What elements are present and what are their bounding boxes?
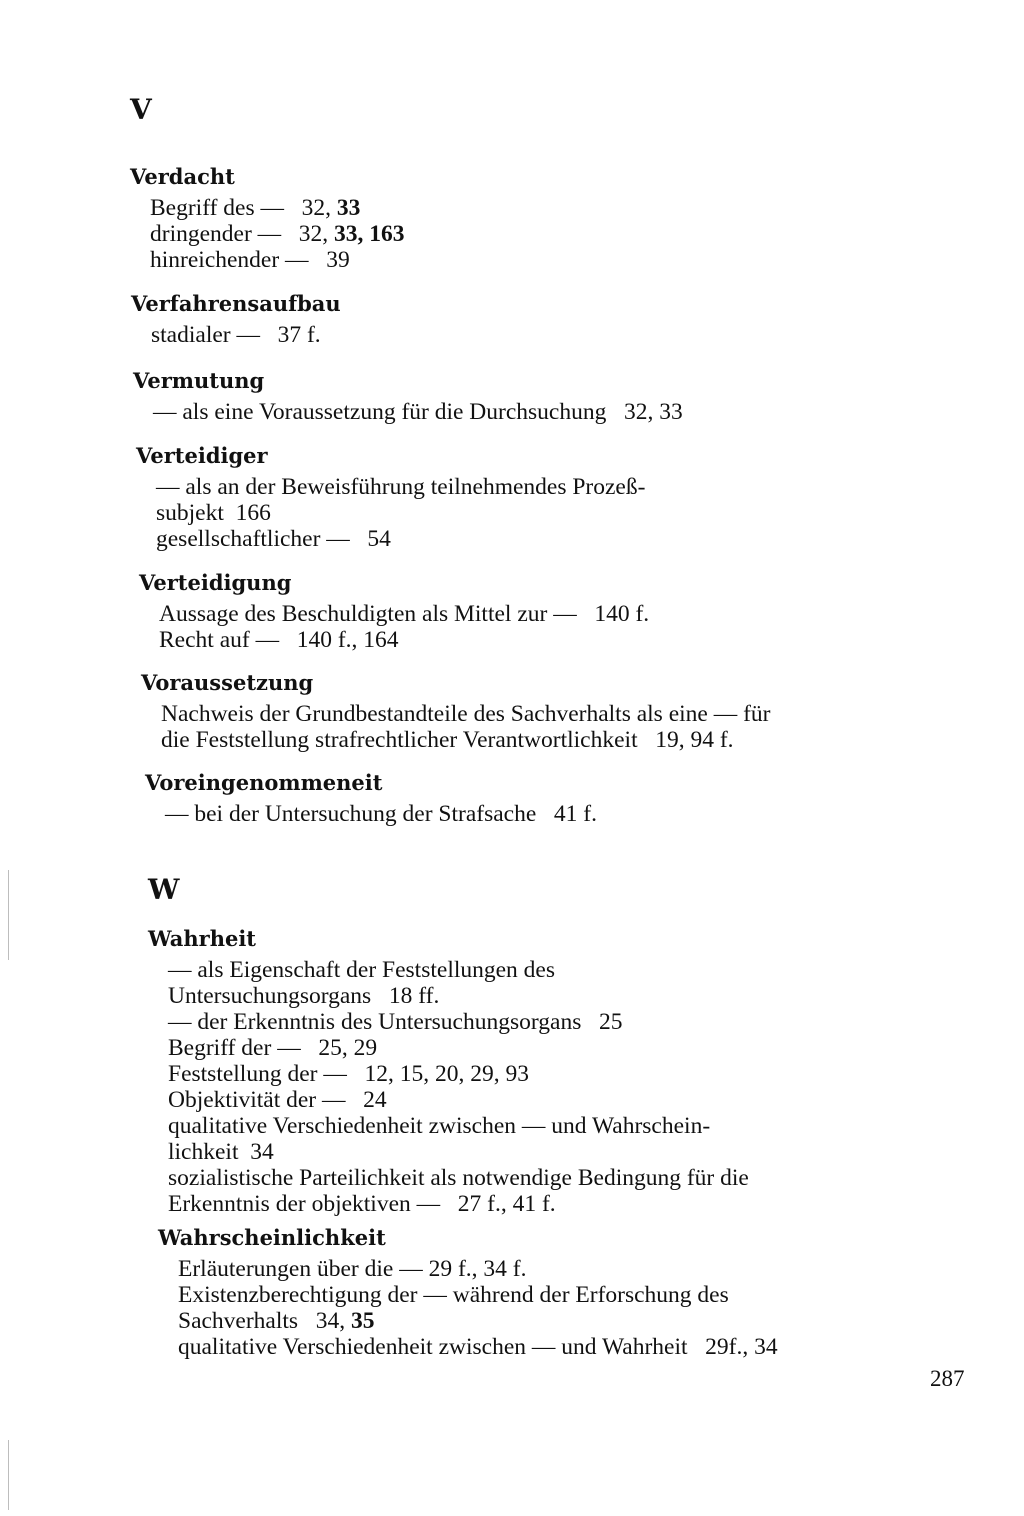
entry-subline: stadialer — 37 f. xyxy=(151,322,321,349)
entry-subline: Erkenntnis der objektiven — 27 f., 41 f. xyxy=(168,1191,556,1218)
entry-heading: Wahrscheinlichkeit xyxy=(158,1225,386,1250)
entry-subline: Sachverhalts 34, 35 xyxy=(178,1308,375,1335)
entry-subline: — als an der Beweisführung teilnehmendes Prozeß- xyxy=(156,474,646,501)
entry-heading: Verfahrensaufbau xyxy=(131,291,341,316)
index-entry-verteidigung xyxy=(139,570,899,653)
entry-heading: Wahrheit xyxy=(148,926,257,951)
entry-subline: Objektivität der — 24 xyxy=(168,1087,387,1114)
entry-subline: — als Eigenschaft der Feststellungen des xyxy=(168,957,556,984)
index-entry-wahrheit xyxy=(148,926,908,1217)
entry-heading: Voreingenommeneit xyxy=(145,770,383,795)
entry-subline: — als eine Voraussetzung für die Durchsuchung 32, 33 xyxy=(153,399,683,426)
entry-subline: Nachweis der Grundbestandteile des Sachverhalts als eine — für xyxy=(161,701,771,728)
index-entry-voreingenommeneit xyxy=(145,770,905,827)
entry-subline: qualitative Verschiedenheit zwischen — und Wahrschein- xyxy=(168,1113,711,1140)
section-letter-v: V xyxy=(130,93,152,126)
page-edge-shadow xyxy=(8,870,9,960)
entry-heading: Vermutung xyxy=(133,368,265,393)
entry-heading: Verteidigung xyxy=(139,570,292,595)
index-entry-voraussetzung xyxy=(141,670,901,753)
index-entry-vermutung xyxy=(133,368,893,425)
entry-subline: Untersuchungsorgans 18 ff. xyxy=(168,983,440,1010)
entry-subline: hinreichender — 39 xyxy=(150,247,350,274)
entry-subline: — bei der Untersuchung der Strafsache 41 f. xyxy=(165,801,597,828)
entry-subline: sozialistische Parteilichkeit als notwendige Bedingung für die xyxy=(168,1165,749,1192)
entry-subline: Recht auf — 140 f., 164 xyxy=(159,627,399,654)
page-number: 287 xyxy=(930,1366,965,1391)
entry-heading: Voraussetzung xyxy=(141,670,314,695)
index-entry-verdacht xyxy=(130,164,890,273)
entry-subline: subjekt 166 xyxy=(156,500,271,527)
entry-subline: Begriff des — 32, 33 xyxy=(150,195,361,222)
entry-subline: Aussage des Beschuldigten als Mittel zur — 140 f. xyxy=(159,601,650,628)
entry-subline: Erläuterungen über die — 29 f., 34 f. xyxy=(178,1256,527,1283)
index-entry-verteidiger xyxy=(136,443,896,552)
entry-subline: lichkeit 34 xyxy=(168,1139,274,1166)
entry-subline: die Feststellung strafrechtlicher Verantwortlichkeit 19, 94 f. xyxy=(161,727,734,754)
entry-subline: Existenzberechtigung der — während der Erforschung des xyxy=(178,1282,729,1309)
entry-subline: dringender — 32, 33, 163 xyxy=(150,221,405,248)
index-entry-wahrscheinlichkeit xyxy=(158,1225,918,1360)
index-entry-verfahrensaufbau xyxy=(131,291,891,348)
entry-heading: Verdacht xyxy=(130,164,235,189)
entry-subline: Begriff der — 25, 29 xyxy=(168,1035,378,1062)
entry-subline: qualitative Verschiedenheit zwischen — und Wahrheit 29f., 34 xyxy=(178,1334,778,1361)
entry-subline: Feststellung der — 12, 15, 20, 29, 93 xyxy=(168,1061,529,1088)
section-letter-w: W xyxy=(148,873,180,906)
entry-subline: — der Erkenntnis des Untersuchungsorgans 25 xyxy=(168,1009,623,1036)
entry-subline: gesellschaftlicher — 54 xyxy=(156,526,391,553)
page-edge-shadow-lower xyxy=(8,1440,9,1510)
entry-heading: Verteidiger xyxy=(136,443,268,468)
